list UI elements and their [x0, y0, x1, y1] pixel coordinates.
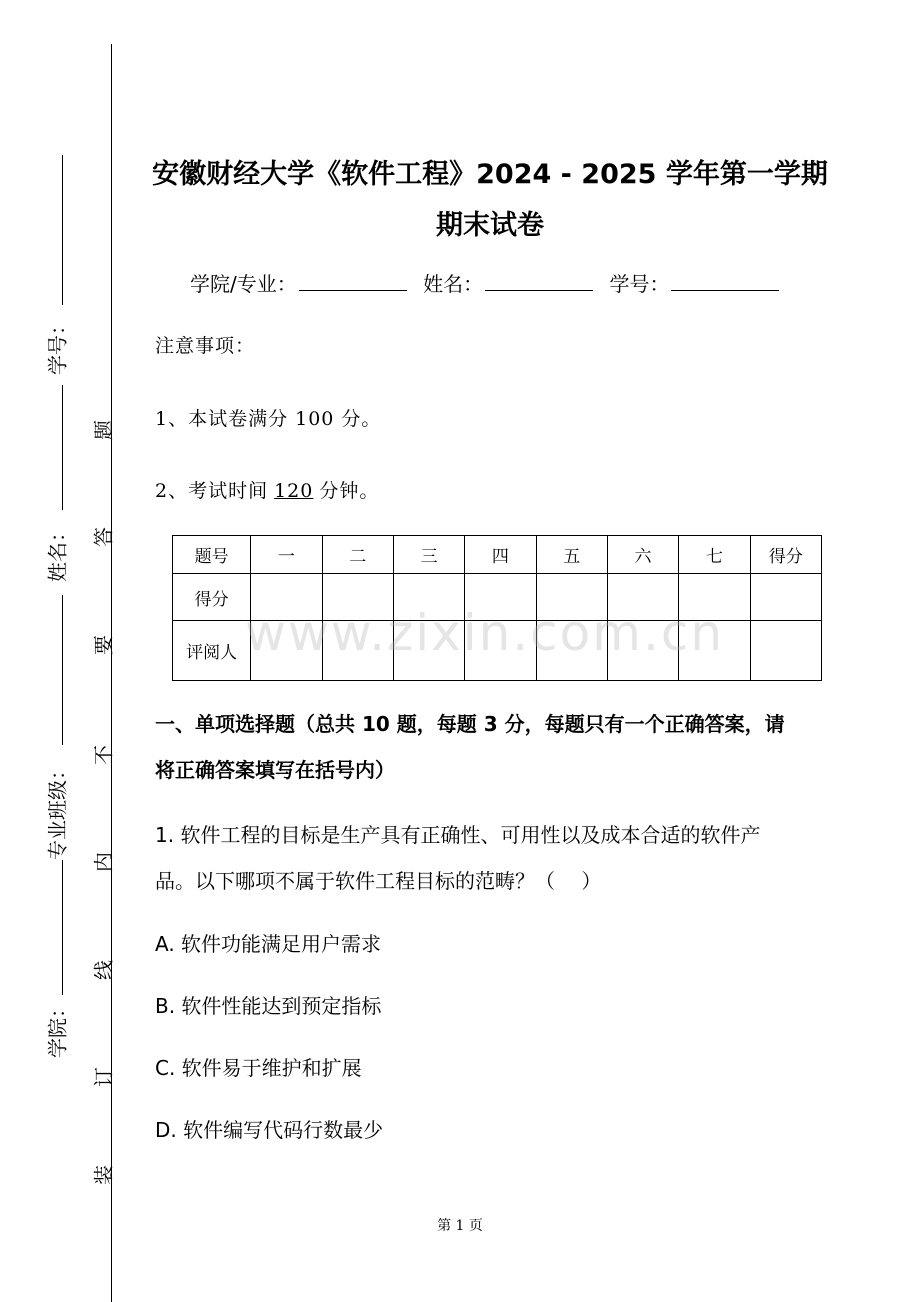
side-gap-line-3 [62, 860, 63, 995]
name-field[interactable] [485, 270, 593, 291]
exam-title-line2: 期末试卷 [436, 210, 544, 241]
question1-option-a: A. 软件功能满足用户需求 [155, 932, 382, 956]
section1-heading-line2: 将正确答案填写在括号内） [155, 758, 395, 782]
question1-option-b: B. 软件性能达到预定指标 [155, 994, 382, 1018]
binding-line [111, 44, 112, 1302]
score-table [172, 535, 822, 681]
student-id-line [62, 155, 63, 305]
header-cell: 六 [607, 536, 678, 574]
note-item-1: 1、本试卷满分 100 分。 [155, 408, 382, 430]
header-cell: 七 [679, 536, 750, 574]
seal-char-3: 要 [91, 635, 116, 655]
college-major-label: 学院/专业： [190, 272, 297, 296]
row-label-reviewer: 评阅人 [173, 621, 251, 681]
reviewer-cell[interactable] [393, 621, 464, 681]
score-cell[interactable] [750, 574, 821, 621]
notes-heading: 注意事项： [155, 335, 256, 357]
score-cell[interactable] [393, 574, 464, 621]
name-label: 姓名： [423, 272, 484, 296]
score-cell[interactable] [465, 574, 536, 621]
page-number: 第 1 页 [437, 1218, 483, 1234]
seal-char-1: 题 [91, 420, 116, 440]
header-cell: 五 [536, 536, 607, 574]
header-cell: 二 [322, 536, 393, 574]
student-info-row [190, 268, 789, 297]
header-cell: 一 [251, 536, 322, 574]
seal-char-6: 线 [91, 960, 116, 980]
reviewer-cell[interactable] [607, 621, 678, 681]
exam-duration-value: 120 [274, 480, 314, 502]
side-gap-line-1 [62, 385, 63, 510]
question1-stem-line1: 1. 软件工程的目标是生产具有正确性、可用性以及成本合适的软件产 [155, 823, 761, 847]
reviewer-cell[interactable] [679, 621, 750, 681]
header-cell: 三 [393, 536, 464, 574]
seal-char-5: 内 [91, 852, 116, 872]
question1-option-d: D. 软件编写代码行数最少 [155, 1118, 384, 1142]
reviewer-cell[interactable] [536, 621, 607, 681]
exam-title-line1: 安徽财经大学《软件工程》2024 - 2025 学年第一学期 [152, 159, 828, 190]
side-gap-line-2 [62, 595, 63, 745]
reviewer-cell[interactable] [251, 621, 322, 681]
student-id-label: 学号： [609, 272, 670, 296]
score-cell[interactable] [679, 574, 750, 621]
score-table-reviewer-row [173, 621, 822, 681]
side-student-id-label: 学号： [45, 315, 70, 375]
reviewer-cell[interactable] [322, 621, 393, 681]
score-cell[interactable] [251, 574, 322, 621]
score-cell[interactable] [536, 574, 607, 621]
seal-char-4: 不 [91, 745, 116, 765]
reviewer-cell[interactable] [465, 621, 536, 681]
reviewer-cell[interactable] [750, 621, 821, 681]
question1-option-c: C. 软件易于维护和扩展 [155, 1056, 362, 1080]
header-cell: 得分 [750, 536, 821, 574]
score-cell[interactable] [607, 574, 678, 621]
section1-heading-line1: 一、单项选择题（总共 10 题，每题 3 分，每题只有一个正确答案，请 [155, 712, 785, 736]
note-item-2-prefix: 2、考试时间 [155, 480, 269, 502]
side-college-label: 学院： [45, 998, 70, 1058]
side-class-label: 专业班级： [45, 760, 70, 860]
header-cell: 四 [465, 536, 536, 574]
side-name-label: 姓名： [45, 522, 70, 582]
college-major-field[interactable] [299, 270, 407, 291]
score-cell[interactable] [322, 574, 393, 621]
question1-stem-line2: 品。以下哪项不属于软件工程目标的范畴？（ ） [155, 869, 602, 893]
score-table-header-row [173, 536, 822, 574]
note-item-2 [155, 476, 379, 503]
header-cell: 题号 [173, 536, 251, 574]
student-id-field[interactable] [671, 270, 779, 291]
seal-char-7: 订 [91, 1067, 116, 1087]
row-label-score: 得分 [173, 574, 251, 621]
seal-char-8: 装 [91, 1165, 116, 1185]
seal-char-2: 答 [91, 527, 116, 547]
note-item-2-suffix: 分钟。 [319, 480, 380, 502]
score-table-score-row [173, 574, 822, 621]
watermark: www.zixin.com.cn [245, 604, 725, 662]
